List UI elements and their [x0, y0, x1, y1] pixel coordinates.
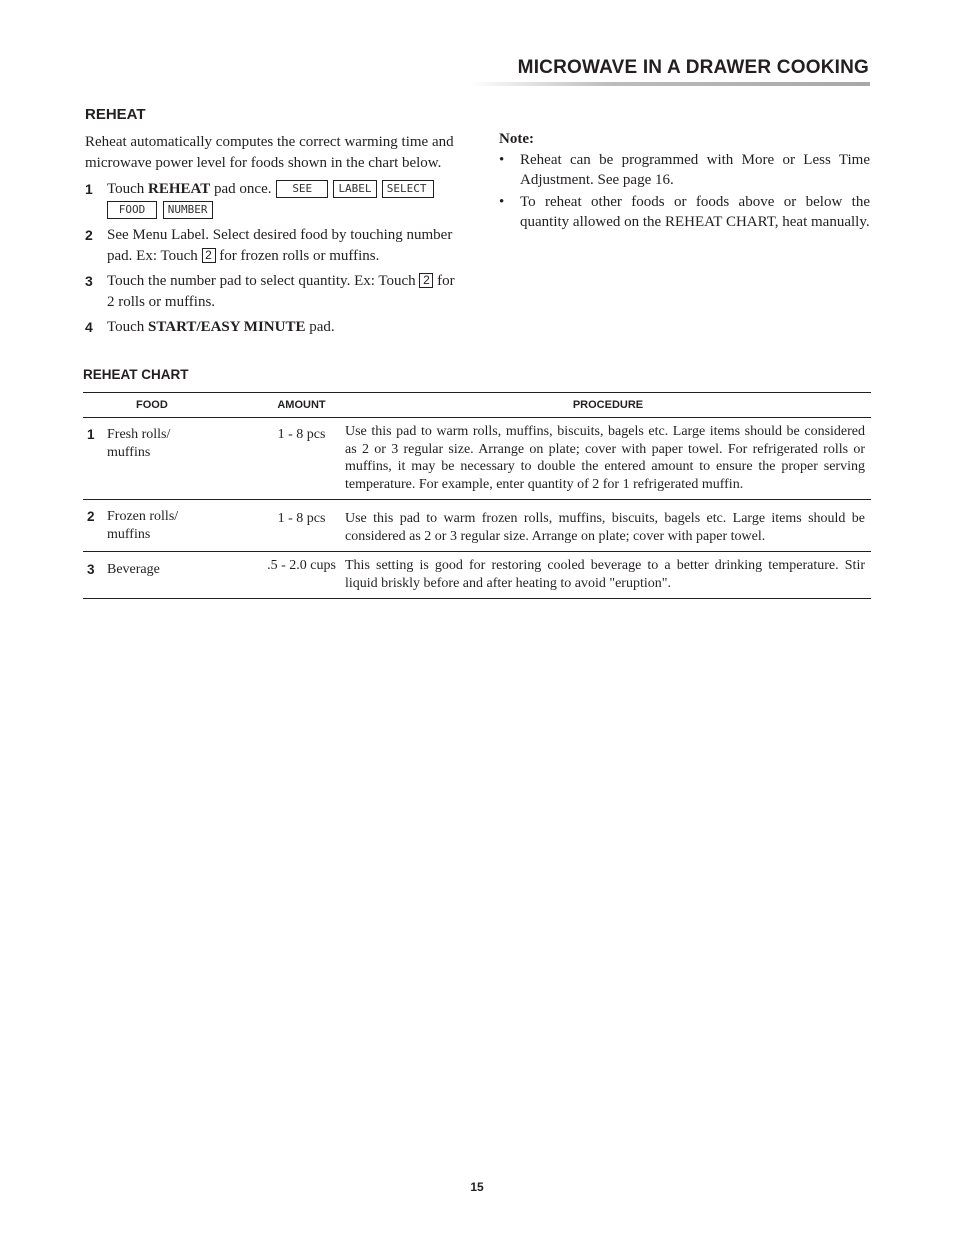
step-text: for frozen rolls or muffins. [215, 247, 380, 264]
table-row [83, 552, 871, 599]
step-2 [85, 225, 457, 266]
header-num [83, 393, 107, 418]
note-bullet [499, 150, 870, 191]
amount-cell: .5 - 2.0 cups [258, 552, 345, 599]
row-number: 3 [83, 552, 107, 599]
food-cell: Fresh rolls/ muffins [107, 418, 258, 500]
step-number: 2 [85, 227, 93, 243]
header-food: FOOD [107, 393, 258, 418]
bullet-dot: • [499, 193, 505, 210]
note-bullet-text: Reheat can be programmed with More or Less Time Adjustment. See page 16. [520, 151, 870, 188]
number-key-box: 2 [419, 273, 433, 288]
instructions-column [85, 132, 457, 343]
step-number: 3 [85, 273, 93, 289]
step-text: for 2 rolls or muffins. [107, 273, 455, 310]
chart-title: REHEAT CHART [83, 367, 189, 382]
step-text: See Menu Label. Select desired food by touching number pad. Ex: Touch [107, 227, 453, 264]
step-text: pad once. [210, 181, 272, 197]
amount-cell: 1 - 8 pcs [258, 500, 345, 552]
display-number: NUMBER [163, 201, 213, 219]
number-key-box: 2 [202, 248, 216, 263]
note-title: Note: [499, 131, 534, 147]
step-text: Touch [107, 181, 149, 197]
page-header-title: MICROWAVE IN A DRAWER COOKING [517, 57, 869, 78]
display-food: FOOD [107, 201, 157, 219]
amount-cell: 1 - 8 pcs [258, 418, 345, 500]
procedure-cell: Use this pad to warm frozen rolls, muffins, biscuits, bagels etc. Large items should be considered as 2 or 3 regular size. Arrange on plate; cover with paper towel. [345, 500, 871, 552]
step-number: 1 [85, 181, 93, 197]
step-1 [85, 179, 457, 220]
step-text: Touch the number pad to select quantity. Ex: Touch [107, 273, 420, 289]
display-select: SELECT [382, 180, 434, 198]
food-cell: Beverage [107, 552, 258, 599]
food-cell: Frozen rolls/ muffins [107, 500, 258, 552]
header-procedure: PROCEDURE [345, 393, 871, 418]
intro-paragraph: Reheat automatically computes the correct warming time and microwave power level for foods shown in the chart below. [85, 134, 454, 171]
step-bold-key: START/EASY MINUTE [148, 319, 306, 335]
display-see: SEE [276, 180, 328, 198]
table-header-row [83, 393, 871, 418]
step-3 [85, 271, 457, 312]
row-number: 1 [83, 418, 107, 500]
procedure-cell: This setting is good for restoring cooled beverage to a better drinking temperature. Stir liquid briskly before and after heating to avoid "eruption". [345, 552, 871, 599]
section-title: REHEAT [85, 106, 146, 123]
row-number: 2 [83, 500, 107, 552]
step-bold-key: REHEAT [148, 181, 211, 197]
note-bullet [499, 192, 870, 233]
step-text: Touch [107, 319, 149, 335]
step-text: pad. [305, 319, 335, 335]
page-number: 15 [470, 1180, 484, 1194]
header-amount: AMOUNT [258, 393, 345, 418]
table-row [83, 418, 871, 500]
bullet-dot: • [499, 151, 505, 168]
procedure-cell: Use this pad to warm rolls, muffins, biscuits, bagels etc. Large items should be considered as 2 or 3 regular size. Arrange on plate; cover with paper towel. For refrigerated rolls or muffins, it may be necessary to double the entered amount to ensure the proper serving temperature. For example, enter quantity of 2 for 1 refrigerated muffin. [345, 418, 871, 500]
table-row [83, 500, 871, 552]
note-column [499, 129, 870, 234]
reheat-chart-table [83, 392, 871, 599]
step-4 [85, 317, 457, 338]
header-rule [469, 82, 870, 86]
step-number: 4 [85, 319, 93, 335]
display-label: LABEL [333, 180, 377, 198]
note-bullet-text: To reheat other foods or foods above or below the quantity allowed on the REHEAT CHART, heat manually. [520, 193, 870, 230]
